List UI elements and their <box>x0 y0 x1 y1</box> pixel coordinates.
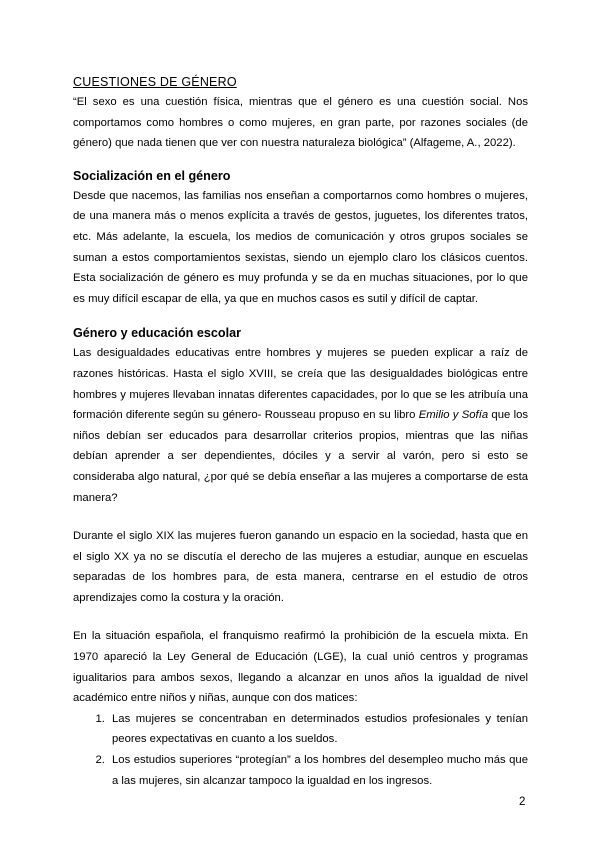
matices-list <box>73 709 528 791</box>
paragraph-historia <box>73 343 528 508</box>
document-title: CUESTIONES DE GÉNERO <box>73 75 237 89</box>
page-number: 2 <box>519 796 526 808</box>
list-item: 1. Las mujeres se concentraban en determinados estudios profesionales y tenían peores expectativas en cuanto a los sueldos. <box>108 709 528 750</box>
opening-quote: “El sexo es una cuestión física, mientras que el género es una cuestión social. Nos comportamos como hombres o como mujeres, en gran parte, por razones sociales (de género) que nada tienen que ver con nuestra naturaleza biológica” (Alfageme, A., 2022). <box>73 96 528 150</box>
paragraph-historia-part2: que los niños debían ser educados para desarrollar criterios propios, mientras que las niñas debían aprender a ser dependientes, dóciles y a servir al varón, pero si esto se consideraba algo natural, ¿por qué se debía enseñar a las mujeres a comportarse de esta manera? <box>73 409 529 504</box>
paragraph-franquismo: En la situación española, el franquismo reafirmó la prohibición de la escuela mixta. En 1970 apareció la Ley General de Educación (LGE), la cual unió centros y programas igualitarios para ambos sexos, llegando a alcanzar en unos años la igualdad de nivel académico entre niños y niñas, aunque con dos matices: <box>73 630 528 705</box>
section-heading-socializacion: Socialización en el género <box>73 168 231 183</box>
document-page <box>73 72 528 791</box>
book-title-emilio-sofia: Emilio y Sofía <box>418 409 489 422</box>
section-heading-educacion: Género y educación escolar <box>73 326 241 341</box>
paragraph-socializacion: Desde que nacemos, las familias nos enseñan a comportarnos como hombres o mujeres, de una manera más o menos explícita a través de gestos, juguetes, los diferentes tratos, etc. Más adelante, la escuela, los medios de comunicación y otros grupos sociales se suman a estos comportamientos sexistas, siendo un ejemplo claro los clásicos cuentos. Esta socialización de género es muy profunda y se da en muchas situaciones, por lo que es muy difícil escapar de ella, ya que en muchos casos es sutil y difícil de captar. <box>73 189 528 305</box>
list-item: 2. Los estudios superiores “protegían” a los hombres del desempleo mucho más que a las mujeres, sin alcanzar tampoco la igualdad en los ingresos. <box>108 750 528 791</box>
paragraph-siglo-xix: Durante el siglo XIX las mujeres fueron ganando un espacio en la sociedad, hasta que en el siglo XX ya no se discutía el derecho de las mujeres a estudiar, aunque en escuelas separadas de los hombres para, de esta manera, centrarse en el estudio de otros aprendizajes como la costura y la oración. <box>73 530 528 604</box>
paragraph-historia-part1: Las desigualdades educativas entre hombres y mujeres se pueden explicar a raíz de razones históricas. Hasta el siglo XVIII, se creía que las desigualdades biológicas entre hombres y mujeres llevaban innatas diferentes capacidades, por lo que se les atribuía una formación diferente según su género- Rousseau propuso en su libro <box>73 347 528 422</box>
